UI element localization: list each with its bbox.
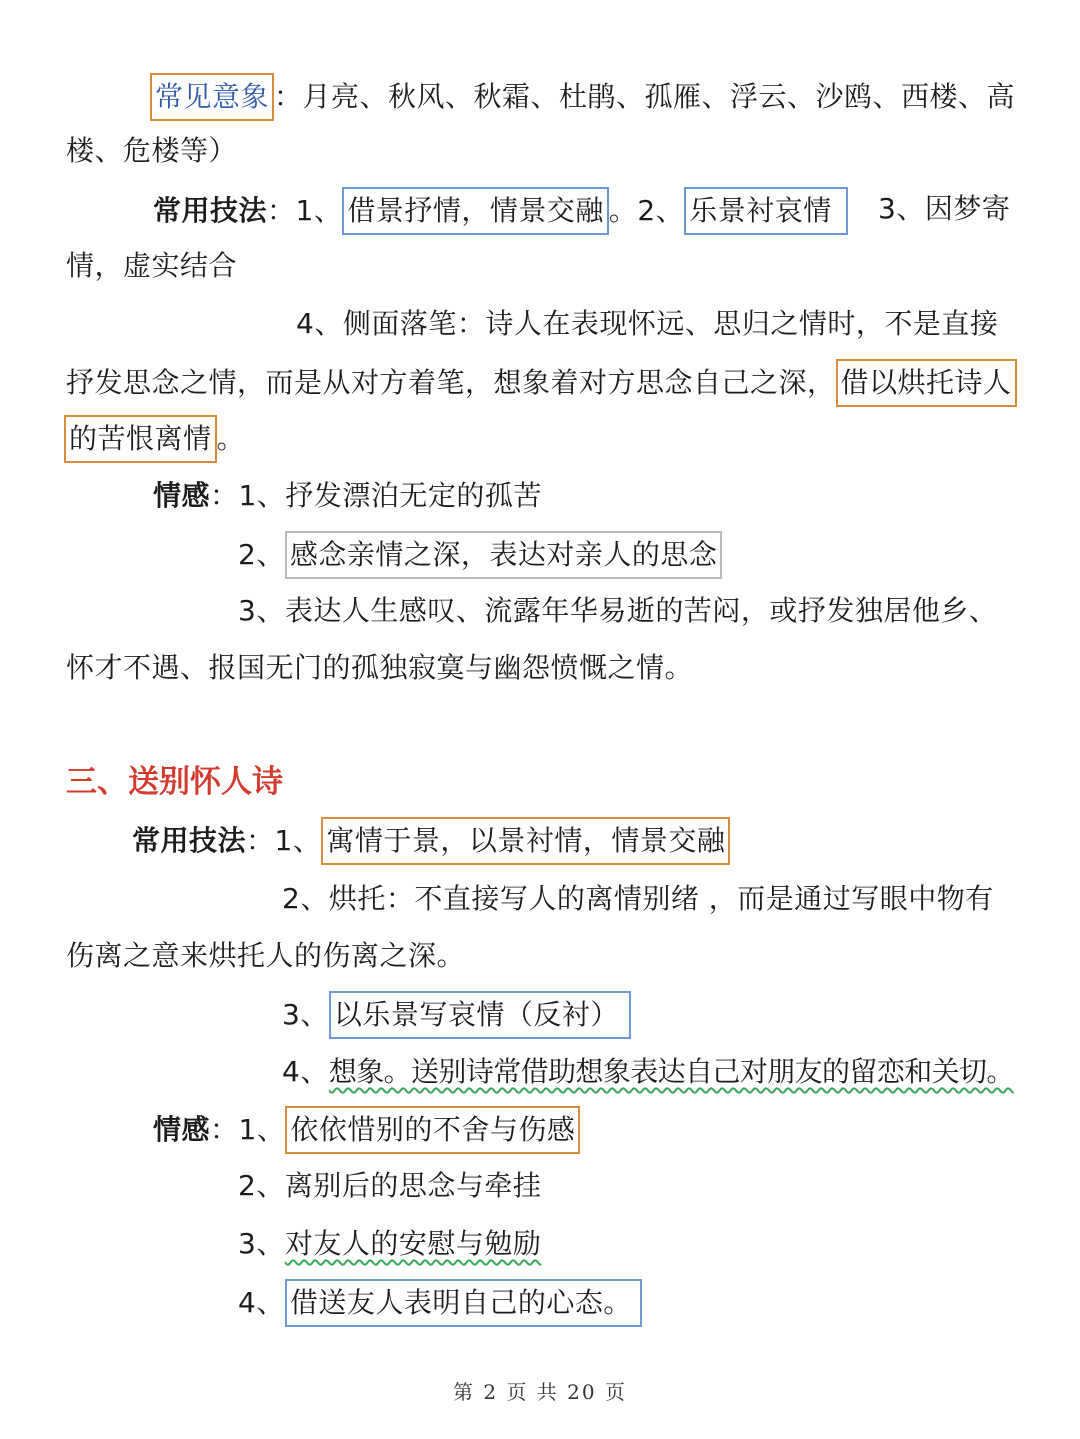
s3-tech-line-5 — [282, 1052, 1014, 1092]
imagery-label: 常见意象 — [150, 73, 274, 121]
side-text-2: 抒发思念之情，而是从对方着笔，想象着对方思念自己之深， — [66, 366, 836, 399]
section-heading: 三、送别怀人诗 — [66, 764, 283, 800]
s3-tech-item-2-cont: 伤离之意来烘托人的伤离之深。 — [66, 939, 466, 972]
tech-prefix: ：1、 — [267, 194, 343, 227]
s3-tech-line-4 — [282, 991, 631, 1039]
imagery-text-cont: 楼、危楼等） — [66, 134, 238, 167]
s3-emo-label: 情感 — [153, 1113, 211, 1146]
imagery-text: ：月亮、秋风、秋霜、杜鹃、孤雁、浮云、沙鸥、西楼、高 — [274, 80, 1016, 113]
s3-tech-item-3: 以乐景写哀情（反衬） — [329, 991, 631, 1039]
s3-tech-prefix: ：1、 — [246, 824, 322, 857]
s3-tech-line-3 — [66, 936, 465, 976]
tech-item-3-end: 情，虚实结合 — [66, 249, 238, 282]
s3-tech-item-3-prefix: 3、 — [282, 998, 329, 1031]
imagery-line-1 — [150, 73, 1015, 121]
s3-emo-line-4 — [238, 1279, 642, 1327]
s3-emo-item-1: 依依惜别的不舍与伤感 — [285, 1106, 580, 1154]
s3-tech-line-2 — [282, 879, 994, 919]
s3-emo-item-3: 对友人的安慰与勉励 — [284, 1227, 542, 1260]
emo-item-2: 感念亲情之深，表达对亲人的思念 — [285, 531, 723, 579]
emo-item-1: ：1、抒发漂泊无定的孤苦 — [210, 479, 542, 512]
side-box-b: 的苦恨离情 — [64, 415, 217, 463]
s3-tech-item-4-prefix: 4、 — [282, 1055, 329, 1088]
page-footer: 第 2 页 共 20 页 — [453, 1380, 627, 1404]
side-text-1: 4、侧面落笔：诗人在表现怀远、思归之情时，不是直接 — [296, 307, 999, 340]
s3-tech-item-4: 想象。送别诗常借助想象表达自己对朋友的留恋和关切。 — [328, 1055, 1014, 1088]
s3-emo-item-4-prefix: 4、 — [238, 1286, 285, 1319]
emo-item-3: 3、表达人生感叹、流露年华易逝的苦闷，或抒发独居他乡、 — [238, 594, 998, 627]
s3-emo-item-2: 2、离别后的思念与牵挂 — [238, 1169, 542, 1202]
side-end: 。 — [216, 422, 246, 455]
emo-line-1 — [153, 476, 542, 516]
tech-item-3: 3、因梦寄 — [878, 192, 1011, 225]
tech-line-1 — [153, 187, 848, 235]
s3-tech-label: 常用技法 — [132, 824, 247, 857]
side-box-a: 借以烘托诗人 — [836, 359, 1017, 407]
emo-line-4 — [66, 648, 693, 688]
s3-tech-item-2: 2、烘托：不直接写人的离情别绪 ，而是通过写眼中物有 — [282, 882, 994, 915]
s3-emo-line-2 — [238, 1166, 541, 1206]
imagery-line-2 — [66, 131, 237, 171]
emo-item-2-prefix: 2、 — [238, 538, 285, 571]
emo-item-3-cont: 怀才不遇、报国无门的孤独寂寞与幽怨愤慨之情。 — [66, 651, 694, 684]
side-line-3 — [64, 415, 245, 463]
s3-emo-item-4: 借送友人表明自己的心态。 — [285, 1279, 642, 1327]
tech-item-2: 乐景衬哀情 — [684, 187, 848, 235]
tech-item-3-start — [878, 189, 1010, 229]
emo-line-2 — [238, 531, 722, 579]
emo-line-3 — [238, 591, 997, 631]
s3-emo-line-3 — [238, 1224, 541, 1264]
side-line-1 — [296, 304, 998, 344]
s3-tech-item-1: 寓情于景，以景衬情，情景交融 — [321, 817, 730, 865]
tech-line-2 — [66, 246, 237, 286]
tech-item-1: 借景抒情，情景交融 — [342, 187, 609, 235]
tech-sep: 。2、 — [608, 194, 685, 227]
tech-label: 常用技法 — [153, 194, 268, 227]
emo-label: 情感 — [153, 479, 211, 512]
s3-emo-item-3-prefix: 3、 — [238, 1227, 285, 1260]
s3-tech-line-1 — [132, 817, 730, 865]
side-line-2 — [66, 359, 1017, 407]
s3-emo-prefix: ：1、 — [210, 1113, 286, 1146]
s3-emo-line-1 — [153, 1106, 580, 1154]
